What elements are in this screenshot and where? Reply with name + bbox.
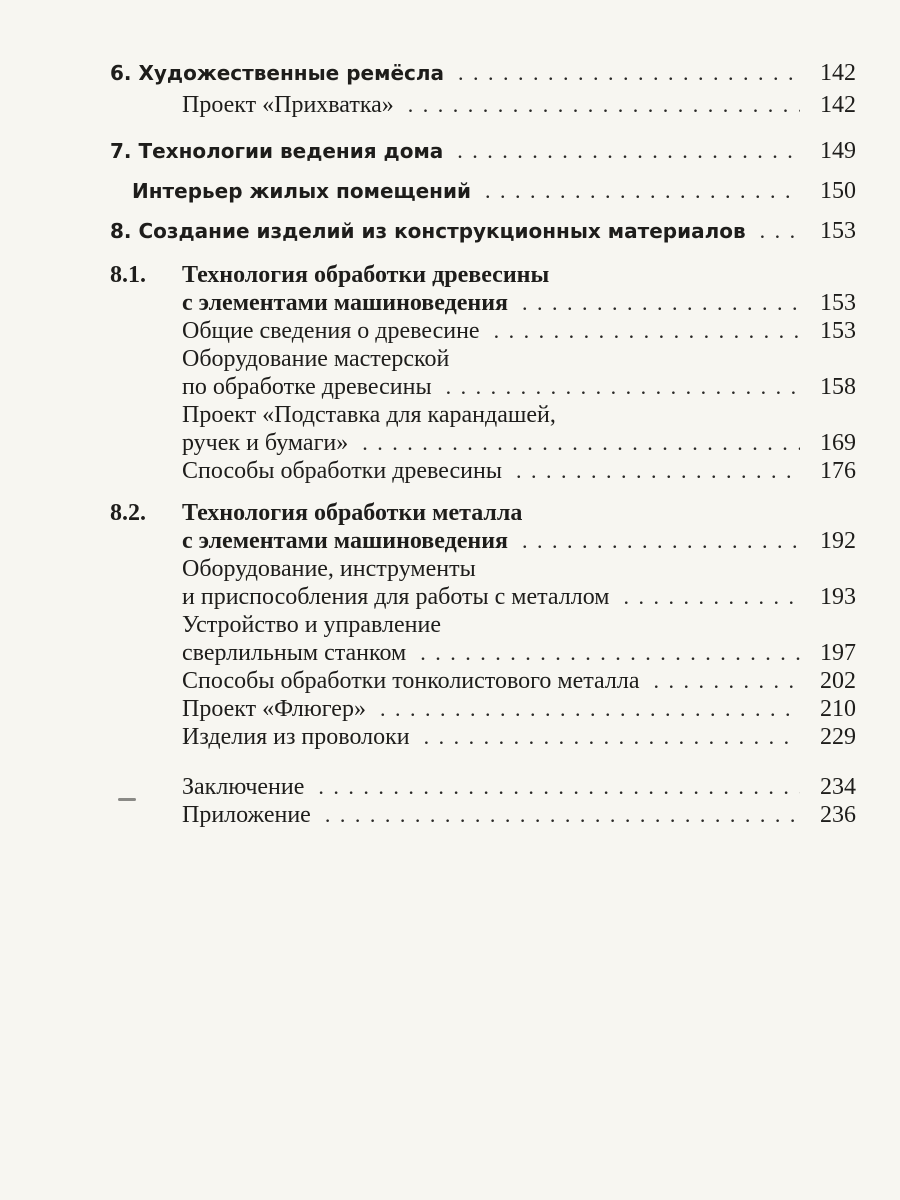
toc-page-number: 142 (820, 92, 856, 118)
dot-leader (494, 318, 800, 344)
toc-page-number: 153 (820, 218, 856, 244)
toc-entry-title: Приложение (182, 802, 311, 828)
toc-entry-project-potholder[interactable] (182, 92, 856, 119)
toc-entry-title-line2: с элементами машиноведения (182, 528, 509, 554)
toc-entry-title: Способы обработки древесины (182, 458, 502, 484)
dot-leader (408, 92, 800, 118)
dot-leader (522, 528, 800, 554)
toc-entry-wood-methods[interactable] (182, 458, 856, 485)
dot-leader (325, 802, 800, 828)
toc-page-number: 153 (820, 290, 856, 316)
toc-entry-metal-tools[interactable] (182, 584, 856, 611)
toc-entry-title: Изделия из проволоки (182, 724, 410, 750)
section-number: 8.2. (110, 500, 146, 526)
toc-entry-title: Общие сведения о древесине (182, 318, 480, 344)
toc-entry-title-line2: сверлильным станком (182, 640, 407, 666)
ink-speck (118, 798, 136, 801)
toc-entry-wood-general[interactable] (182, 318, 856, 345)
toc-page-number: 193 (820, 584, 856, 610)
toc-entry-title-line1[interactable]: Технология обработки древесины (182, 262, 550, 288)
dot-leader (318, 774, 800, 800)
dot-leader (522, 290, 800, 316)
toc-page-number: 234 (820, 774, 856, 800)
toc-entry-title-line1[interactable]: Оборудование, инструменты (182, 556, 476, 582)
toc-entry-title: Интерьер жилых помещений (132, 179, 472, 203)
toc-entry-sheet-metal[interactable] (182, 668, 856, 695)
toc-entry-wire-products[interactable] (182, 724, 856, 751)
dot-leader (420, 640, 800, 666)
toc-entry-title: Способы обработки тонколистового металла (182, 668, 640, 694)
dot-leader (458, 60, 800, 86)
toc-entry-title: Проект «Прихватка» (182, 92, 394, 118)
dot-leader (380, 696, 800, 722)
toc-page-number: 236 (820, 802, 856, 828)
dot-leader (424, 724, 800, 750)
toc-entry-chapter-8[interactable] (110, 218, 856, 245)
toc-page-number: 197 (820, 640, 856, 666)
toc-page-number: 142 (820, 60, 856, 86)
dot-leader (516, 458, 800, 484)
dot-leader (362, 430, 800, 456)
section-number: 8.1. (110, 262, 146, 288)
toc-entry-title-line1[interactable]: Устройство и управление (182, 612, 442, 638)
toc-entry-title-line1[interactable]: Проект «Подставка для карандашей, (182, 402, 556, 428)
dot-leader (457, 138, 800, 164)
dot-leader (653, 668, 800, 694)
toc-entry-conclusion[interactable] (182, 774, 856, 801)
toc-entry-project-stand[interactable] (182, 430, 856, 457)
dot-leader (485, 178, 800, 204)
toc-entry-title: 7. Технологии ведения дома (110, 139, 444, 163)
toc-entry-interior[interactable] (132, 178, 856, 205)
toc-page-number: 176 (820, 458, 856, 484)
dot-leader (446, 374, 800, 400)
toc-page-number: 149 (820, 138, 856, 164)
toc-entry-drill-press[interactable] (182, 640, 856, 667)
toc-page-number: 192 (820, 528, 856, 554)
toc-entry-title: 8. Создание изделий из конструкционных материалов (110, 219, 746, 243)
toc-entry-title-line2: ручек и бумаги» (182, 430, 349, 456)
toc-entry-project-weathervane[interactable] (182, 696, 856, 723)
dot-leader (623, 584, 800, 610)
toc-page-number: 153 (820, 318, 856, 344)
toc-page-number: 158 (820, 374, 856, 400)
toc-page-number: 169 (820, 430, 856, 456)
toc-entry-title-line2: по обработке древесины (182, 374, 432, 400)
toc-entry-appendix[interactable] (182, 802, 856, 829)
toc-entry-chapter-7[interactable] (110, 138, 856, 165)
toc-entry-section-8-2[interactable] (182, 528, 856, 555)
toc-entry-title: 6. Художественные ремёсла (110, 61, 445, 85)
toc-page-number: 202 (820, 668, 856, 694)
toc-entry-title-line2: с элементами машиноведения (182, 290, 509, 316)
dot-leader (760, 218, 800, 244)
toc-entry-title-line2: и приспособления для работы с металлом (182, 584, 610, 610)
toc-entry-title: Проект «Флюгер» (182, 696, 366, 722)
toc-page-number: 210 (820, 696, 856, 722)
toc-entry-section-8-1[interactable] (182, 290, 856, 317)
toc-entry-title: Заключение (182, 774, 305, 800)
toc-entry-wood-workshop[interactable] (182, 374, 856, 401)
toc-entry-chapter-6[interactable] (110, 60, 856, 87)
toc-page-number: 229 (820, 724, 856, 750)
toc-entry-title-line1[interactable]: Технология обработки металла (182, 500, 523, 526)
toc-entry-title-line1[interactable]: Оборудование мастерской (182, 346, 450, 372)
toc-page-number: 150 (820, 178, 856, 204)
